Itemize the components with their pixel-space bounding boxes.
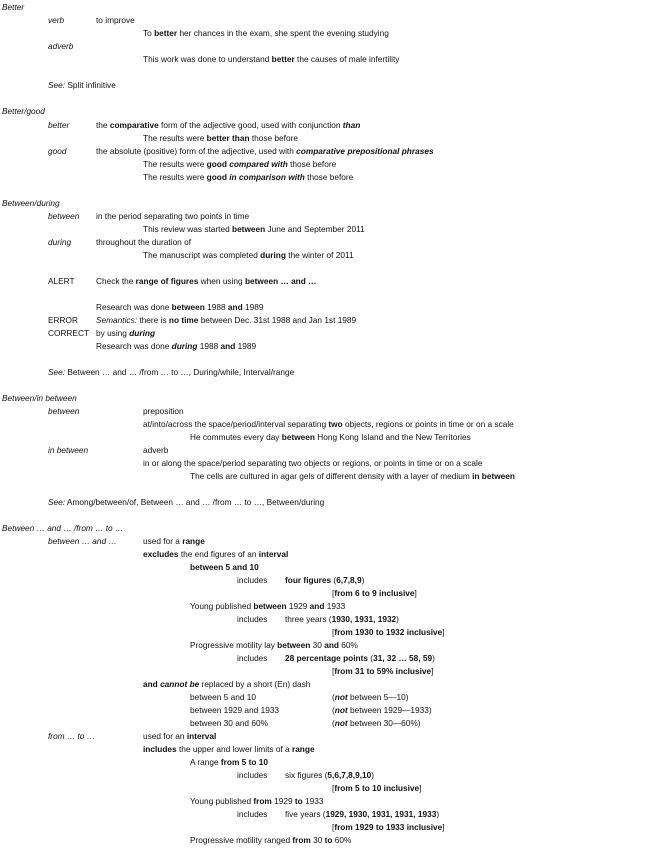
- entry-line: [143, 536, 205, 546]
- entry-line: [48, 237, 71, 247]
- text-segment: June and September 2011: [265, 224, 365, 234]
- text-segment: between: [48, 406, 80, 416]
- text-segment: Research was done: [96, 302, 172, 312]
- entry-line: [48, 146, 66, 156]
- text-segment: six figures (: [285, 770, 328, 780]
- entry-line: [332, 588, 417, 598]
- entry-line: [190, 601, 345, 611]
- text-segment: not: [334, 692, 348, 702]
- text-segment: better than: [206, 133, 250, 143]
- entry-line: [143, 54, 399, 64]
- entry-line: [143, 133, 298, 143]
- entry-line: [96, 341, 256, 351]
- text-segment: used for an: [143, 731, 187, 741]
- text-segment: Between … and … /from … to …, During/while, Interval/range: [65, 367, 295, 377]
- entry-headword: [2, 106, 45, 116]
- text-segment: between … and …: [48, 536, 117, 546]
- entry-line: [48, 445, 88, 455]
- text-segment: The cells are cultured in agar gels of different density with a layer of medium: [190, 471, 473, 481]
- text-segment: Young published: [190, 601, 254, 611]
- entry-line: [143, 172, 353, 182]
- text-segment: between 5 and 10: [190, 562, 259, 572]
- text-segment: Semantics:: [96, 315, 138, 325]
- text-segment: Progressive motility ranged: [190, 835, 293, 845]
- text-segment: cannot be: [160, 679, 200, 689]
- text-segment: those before: [287, 159, 337, 169]
- text-segment: [: [332, 822, 335, 832]
- text-segment: by using: [96, 328, 130, 338]
- text-segment: during: [129, 328, 156, 338]
- entry-line: [332, 783, 421, 793]
- text-segment: See:: [48, 80, 66, 90]
- text-segment: 1929, 1930, 1931, 1931, 1933: [325, 809, 437, 819]
- entry-line: [285, 809, 439, 819]
- text-segment: verb: [48, 15, 65, 25]
- text-segment: to: [294, 796, 303, 806]
- text-segment: from 1929 to 1933 inclusive: [334, 822, 443, 832]
- text-segment: during: [171, 341, 198, 351]
- entry-line: [237, 653, 267, 663]
- text-segment: ): [396, 614, 399, 624]
- text-segment: replaced by a short (En) dash: [199, 679, 311, 689]
- entry-line: [143, 679, 310, 689]
- text-segment: ): [361, 575, 365, 585]
- entry-line: [48, 497, 324, 507]
- text-segment: two: [328, 419, 343, 429]
- text-segment: 1988: [204, 302, 228, 312]
- text-segment: between 1929—1933): [347, 705, 432, 715]
- text-segment: 1930, 1931, 1932: [331, 614, 397, 624]
- text-segment: during: [260, 250, 286, 260]
- text-segment: CORRECT: [48, 328, 90, 338]
- text-segment: 1988: [197, 341, 221, 351]
- entry-line: [143, 224, 365, 234]
- text-segment: 60%: [338, 640, 358, 650]
- text-segment: 30: [310, 640, 325, 650]
- entry-line: [190, 432, 471, 442]
- entry-line: [48, 120, 69, 130]
- entry-line: [143, 458, 482, 468]
- text-segment: includes: [237, 575, 268, 585]
- entry-line: [96, 120, 360, 130]
- text-segment: between Dec. 31st 1988 and Jan 1st 1989: [198, 315, 357, 325]
- text-segment: better: [154, 28, 178, 38]
- text-segment: (: [332, 718, 335, 728]
- text-segment: and: [309, 601, 325, 611]
- entry-line: [332, 822, 445, 832]
- entry-line: [237, 614, 267, 624]
- text-segment: Among/between/of, Between … and … /from … to …, Between/during: [65, 497, 325, 507]
- text-segment: 1933: [302, 796, 324, 806]
- text-segment: between: [253, 601, 287, 611]
- text-segment: includes: [237, 653, 268, 663]
- entry-headword: [2, 198, 60, 208]
- text-segment: from 31 to 59% inclusive: [334, 666, 432, 676]
- text-segment: five years (: [285, 809, 326, 819]
- entry-line: [190, 718, 268, 728]
- text-segment: Between/in between: [2, 393, 77, 403]
- entry-line: [48, 406, 79, 416]
- text-segment: to: [324, 835, 333, 845]
- text-segment: and: [220, 341, 236, 351]
- text-segment: good: [206, 172, 227, 182]
- text-segment: [: [332, 783, 335, 793]
- text-segment: in or along the space/period separating two objects or regions, or points in time or on a scale: [143, 458, 483, 468]
- entry-line: [96, 276, 316, 286]
- text-segment: 5,6,7,8,9,10: [327, 770, 372, 780]
- text-segment: 28 percentage points: [285, 653, 368, 663]
- text-segment: throughout the duration of: [96, 237, 192, 247]
- entry-headword: [2, 393, 77, 403]
- entry-line: [48, 41, 73, 51]
- entry-line: [190, 562, 259, 572]
- text-segment: four figures: [285, 575, 332, 585]
- text-segment: form of the adjective good, used with conjunction: [158, 120, 343, 130]
- entry-line: [48, 328, 89, 338]
- text-segment: between: [281, 432, 315, 442]
- text-segment: between 30 and 60%: [190, 718, 268, 728]
- text-segment: compared with: [229, 159, 288, 169]
- entry-line: [48, 211, 79, 221]
- text-segment: includes: [237, 614, 268, 624]
- entry-line: [143, 250, 354, 260]
- entry-line: [48, 536, 117, 546]
- text-segment: ]: [431, 666, 434, 676]
- text-segment: Better/good: [2, 106, 45, 116]
- text-segment: ): [436, 809, 440, 819]
- text-segment: between 5—10): [347, 692, 409, 702]
- text-segment: includes: [143, 744, 177, 754]
- text-segment: excludes: [143, 549, 179, 559]
- text-segment: Between/during: [2, 198, 60, 208]
- text-segment: (: [331, 575, 337, 585]
- entry-line: [143, 744, 315, 754]
- text-segment: objects, regions or points in time or on a scale: [342, 419, 514, 429]
- text-segment: 30: [310, 835, 325, 845]
- text-segment: 1989: [242, 302, 264, 312]
- entry-line: [96, 15, 135, 25]
- text-segment: See:: [48, 367, 66, 377]
- text-segment: ERROR: [48, 315, 78, 325]
- text-segment: used for a: [143, 536, 183, 546]
- entry-line: [332, 666, 433, 676]
- text-segment: the winter of 2011: [285, 250, 354, 260]
- text-segment: (: [332, 705, 335, 715]
- text-segment: The manuscript was completed: [143, 250, 261, 260]
- text-segment: ALERT: [48, 276, 75, 286]
- entry-line: [48, 80, 116, 90]
- text-segment: from 5 to 10: [220, 757, 268, 767]
- text-segment: there is: [137, 315, 169, 325]
- entry-line: [48, 731, 95, 741]
- entry-line: [285, 770, 374, 780]
- text-segment: Young published: [190, 796, 254, 806]
- text-segment: between: [171, 302, 205, 312]
- text-segment: ): [432, 653, 435, 663]
- entry-line: [48, 315, 78, 325]
- text-segment: between 5 and 10: [190, 692, 256, 702]
- text-segment: during: [48, 237, 72, 247]
- entry-line: [237, 809, 267, 819]
- entry-line: [96, 328, 155, 338]
- text-segment: the absolute (positive) form of the adjective, used with: [96, 146, 297, 156]
- entry-line: [332, 692, 409, 702]
- text-segment: (: [368, 653, 374, 663]
- entry-line: [285, 653, 435, 663]
- entry-line: [190, 692, 256, 702]
- entry-line: [48, 367, 294, 377]
- text-segment: from … to …: [48, 731, 96, 741]
- text-segment: from 6 to 9 inclusive: [334, 588, 415, 598]
- text-segment: Research was done: [96, 341, 172, 351]
- entry-line: [190, 705, 279, 715]
- text-segment: ]: [442, 822, 445, 832]
- text-segment: A range: [190, 757, 221, 767]
- text-segment: than: [342, 120, 361, 130]
- text-segment: To: [143, 28, 155, 38]
- entry-headword: [2, 2, 24, 12]
- text-segment: [: [332, 666, 335, 676]
- text-segment: the causes of male infertility: [294, 54, 400, 64]
- entry-line: [237, 770, 267, 780]
- text-segment: 1989: [235, 341, 257, 351]
- text-segment: [: [332, 588, 335, 598]
- text-segment: range: [182, 536, 205, 546]
- text-segment: The results were: [143, 159, 207, 169]
- text-segment: in the period separating two points in time: [96, 211, 250, 221]
- text-segment: includes: [237, 770, 268, 780]
- text-segment: between 30—60%): [347, 718, 421, 728]
- text-segment: between … and …: [244, 276, 317, 286]
- text-segment: better: [271, 54, 295, 64]
- text-segment: in between: [48, 445, 89, 455]
- text-segment: adverb: [48, 41, 74, 51]
- text-segment: preposition: [143, 406, 184, 416]
- entry-line: [285, 614, 399, 624]
- entry-line: [332, 718, 421, 728]
- entry-line: [190, 835, 351, 845]
- text-segment: the upper and lower limits of a: [176, 744, 292, 754]
- entry-line: [143, 445, 168, 455]
- text-segment: ]: [414, 588, 417, 598]
- entry-line: [48, 15, 64, 25]
- text-segment: interval: [186, 731, 217, 741]
- text-segment: and: [143, 679, 161, 689]
- text-segment: at/into/across the space/period/interval separating: [143, 419, 329, 429]
- entry-line: [143, 419, 514, 429]
- entry-line: [96, 146, 434, 156]
- text-segment: those before: [304, 172, 354, 182]
- text-segment: The results were: [143, 133, 207, 143]
- text-segment: range: [291, 744, 315, 754]
- text-segment: when using: [198, 276, 245, 286]
- text-segment: 1933: [324, 601, 346, 611]
- text-segment: [: [332, 627, 335, 637]
- text-segment: her chances in the exam, she spent the evening studying: [177, 28, 389, 38]
- text-segment: comparative: [109, 120, 159, 130]
- text-segment: from: [292, 835, 311, 845]
- text-segment: and: [324, 640, 339, 650]
- text-segment: Between … and … /from … to …: [2, 523, 124, 533]
- text-segment: in comparison with: [229, 172, 305, 182]
- text-segment: 31, 32 … 58, 59: [373, 653, 433, 663]
- text-segment: ]: [442, 627, 445, 637]
- text-segment: includes: [237, 809, 268, 819]
- text-segment: The results were: [143, 172, 207, 182]
- entry-line: [96, 315, 356, 325]
- entry-line: [143, 28, 389, 38]
- text-segment: Hong Kong Island and the New Territories: [314, 432, 471, 442]
- text-segment: good: [206, 159, 227, 169]
- entry-line: [332, 705, 432, 715]
- entry-line: [143, 549, 288, 559]
- text-segment: Check the: [96, 276, 136, 286]
- text-segment: good: [48, 146, 67, 156]
- text-segment: the: [96, 120, 110, 130]
- entry-line: [48, 276, 75, 286]
- text-segment: from 5 to 10 inclusive: [334, 783, 420, 793]
- entry-line: [96, 211, 249, 221]
- text-segment: Split infinitive: [65, 80, 116, 90]
- text-segment: and: [227, 302, 243, 312]
- text-segment: adverb: [143, 445, 169, 455]
- text-segment: 1929: [271, 796, 295, 806]
- text-segment: comparative prepositional phrases: [296, 146, 434, 156]
- text-segment: (: [332, 692, 335, 702]
- text-segment: range of figures: [135, 276, 199, 286]
- text-segment: not: [334, 705, 348, 715]
- text-segment: not: [334, 718, 348, 728]
- entry-line: [332, 627, 445, 637]
- text-segment: the end figures of an: [178, 549, 259, 559]
- entry-line: [285, 575, 364, 585]
- text-segment: ): [371, 770, 375, 780]
- entry-line: [190, 757, 268, 767]
- text-segment: 6,7,8,9: [336, 575, 362, 585]
- entry-line: [143, 731, 216, 741]
- text-segment: from 1930 to 1932 inclusive: [334, 627, 443, 637]
- entry-line: [190, 640, 358, 650]
- text-segment: from: [253, 796, 272, 806]
- text-segment: interval: [258, 549, 289, 559]
- text-segment: 60%: [332, 835, 352, 845]
- text-segment: between: [232, 224, 266, 234]
- entry-line: [143, 406, 184, 416]
- text-segment: better: [48, 120, 70, 130]
- entry-line: [96, 237, 191, 247]
- text-segment: ]: [419, 783, 422, 793]
- text-segment: between: [48, 211, 80, 221]
- text-segment: He commutes every day: [190, 432, 282, 442]
- text-segment: This review was started: [143, 224, 232, 234]
- text-segment: Better: [2, 2, 25, 12]
- entry-line: [96, 302, 263, 312]
- text-segment: those before: [249, 133, 298, 143]
- text-segment: See:: [48, 497, 66, 507]
- entry-headword: [2, 523, 123, 533]
- text-segment: This work was done to understand: [143, 54, 272, 64]
- text-segment: three years (: [285, 614, 332, 624]
- text-segment: 1929: [286, 601, 310, 611]
- entry-line: [190, 471, 515, 481]
- text-segment: no time: [168, 315, 199, 325]
- entry-line: [237, 575, 267, 585]
- text-segment: to improve: [96, 15, 135, 25]
- entry-line: [143, 159, 336, 169]
- text-segment: between: [277, 640, 311, 650]
- text-segment: between 1929 and 1933: [190, 705, 280, 715]
- text-segment: in between: [472, 471, 515, 481]
- text-segment: Progressive motility lay: [190, 640, 278, 650]
- entry-line: [190, 796, 324, 806]
